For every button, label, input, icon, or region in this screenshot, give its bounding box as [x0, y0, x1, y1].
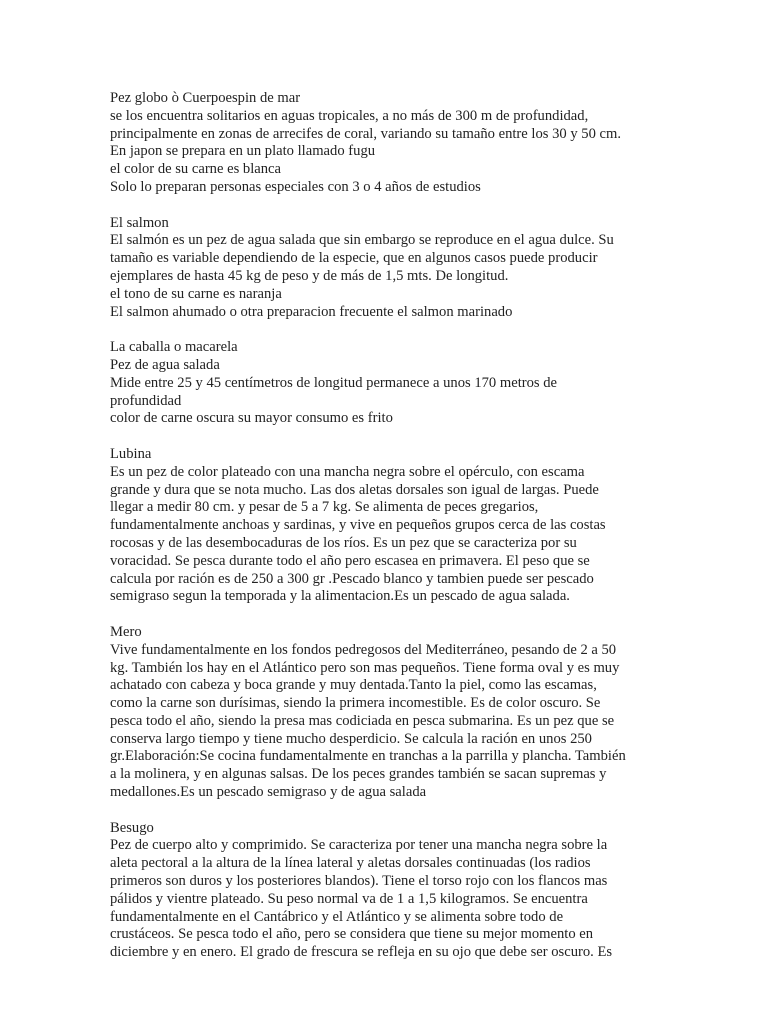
paragraph-line: semigraso segun la temporada y la alimentacion.Es un pescado de agua salada.	[110, 588, 570, 605]
section-mero	[110, 624, 670, 802]
paragraph-line: diciembre y en enero. El grado de frescura se refleja en su ojo que debe ser oscuro. Es	[110, 944, 613, 961]
section-salmon	[110, 215, 670, 322]
paragraph-line: Solo lo preparan personas especiales con 3 o 4 años de estudios	[110, 178, 481, 195]
paragraph-line: el color de su carne es blanca	[110, 161, 281, 178]
section-heading: Pez globo ò Cuerpoespin de mar	[110, 90, 301, 106]
paragraph-line: a la molinera, y en algunas salsas. De los peces grandes también se sacan supremas y	[110, 766, 607, 783]
section-pez-globo	[110, 90, 670, 197]
paragraph-line: Es un pez de color plateado con una mancha negra sobre el opérculo, con escama	[110, 463, 585, 480]
paragraph-line: grande y dura que se nota mucho. Las dos aletas dorsales son igual de largas. Puede	[110, 481, 599, 498]
paragraph-line: aleta pectoral a la altura de la línea lateral y aletas dorsales continuadas (los radios	[110, 855, 591, 872]
paragraph-line: primeros son duros y los posteriores blandos). Tiene el torso rojo con los flancos mas	[110, 873, 608, 890]
paragraph-line: pálidos y vientre plateado. Su peso normal va de 1 a 1,5 kilogramos. Se encuentra	[110, 890, 588, 907]
paragraph-line: calcula por ración es de 250 a 300 gr .Pescado blanco y tambien puede ser pescado	[110, 570, 594, 587]
paragraph-line: El salmon ahumado o otra preparacion frecuente el salmon marinado	[110, 303, 513, 320]
paragraph-line: pesca todo el año, siendo la presa mas codiciada en pesca submarina. Es un pez que se	[110, 712, 615, 729]
paragraph-line: voracidad. Se pesca durante todo el año pero escasea en primavera. El peso que se	[110, 552, 590, 569]
paragraph-line: fundamentalmente anchoas y sardinas, y vive en pequeños grupos cerca de las costas	[110, 517, 606, 534]
section-caballa	[110, 339, 670, 428]
section-heading: El salmon	[110, 214, 169, 231]
section-besugo	[110, 820, 670, 962]
section-heading: La caballa o macarela	[110, 339, 238, 356]
paragraph-line: kg. También los hay en el Atlántico pero son mas pequeños. Tiene forma oval y es muy	[110, 659, 620, 676]
section-lubina	[110, 446, 670, 606]
paragraph-line: crustáceos. Se pesca todo el año, pero se considera que tiene su mejor momento en	[110, 926, 594, 943]
section-heading: Besugo	[110, 819, 154, 836]
section-heading: Lubina	[110, 445, 152, 462]
paragraph-line: conserva largo tiempo y tiene mucho desperdicio. Se calcula la ración en unos 250	[110, 730, 592, 747]
paragraph-line: el tono de su carne es naranja	[110, 285, 282, 302]
paragraph-line: llegar a medir 80 cm. y pesar de 5 a 7 kg. Se alimenta de peces gregarios,	[110, 499, 539, 516]
paragraph-line: rocosas y de las desembocaduras de los ríos. Es un pez que se caracteriza por su	[110, 534, 577, 551]
document-page	[110, 90, 670, 980]
paragraph-line: Vive fundamentalmente en los fondos pedregosos del Mediterráneo, pesando de 2 a 50	[110, 641, 617, 658]
paragraph-line: como la carne son durísimas, siendo la primera incomestible. Es de color oscuro. Se	[110, 695, 601, 712]
paragraph-line: profundidad	[110, 392, 182, 409]
paragraph-line: Mide entre 25 y 45 centímetros de longitud permanece a unos 170 metros de	[110, 374, 558, 391]
paragraph-line: se los encuentra solitarios en aguas tropicales, a no más de 300 m de profundidad,	[110, 107, 589, 124]
paragraph-line: principalmente en zonas de arrecifes de coral, variando su tamaño entre los 30 y 50 cm.	[110, 125, 621, 142]
paragraph-line: gr.Elaboración:Se cocina fundamentalmente en tranchas a la parrilla y plancha. También	[110, 748, 626, 765]
paragraph-line: El salmón es un pez de agua salada que sin embargo se reproduce en el agua dulce. Su	[110, 232, 614, 249]
paragraph-line: En japon se prepara en un plato llamado fugu	[110, 143, 376, 160]
paragraph-line: Pez de agua salada	[110, 356, 220, 373]
paragraph-line: Pez de cuerpo alto y comprimido. Se caracteriza por tener una mancha negra sobre la	[110, 837, 608, 854]
paragraph-line: achatado con cabeza y boca grande y muy dentada.Tanto la piel, como las escamas,	[110, 677, 597, 694]
paragraph-line: ejemplares de hasta 45 kg de peso y de más de 1,5 mts. De longitud.	[110, 267, 509, 284]
section-heading: Mero	[110, 623, 142, 640]
paragraph-line: medallones.Es un pescado semigraso y de agua salada	[110, 784, 427, 801]
paragraph-line: tamaño es variable dependiendo de la especie, que en algunos casos puede producir	[110, 250, 598, 267]
paragraph-line: fundamentalmente en el Cantábrico y el Atlántico y se alimenta sobre todo de	[110, 908, 564, 925]
paragraph-line: color de carne oscura su mayor consumo es frito	[110, 410, 393, 427]
